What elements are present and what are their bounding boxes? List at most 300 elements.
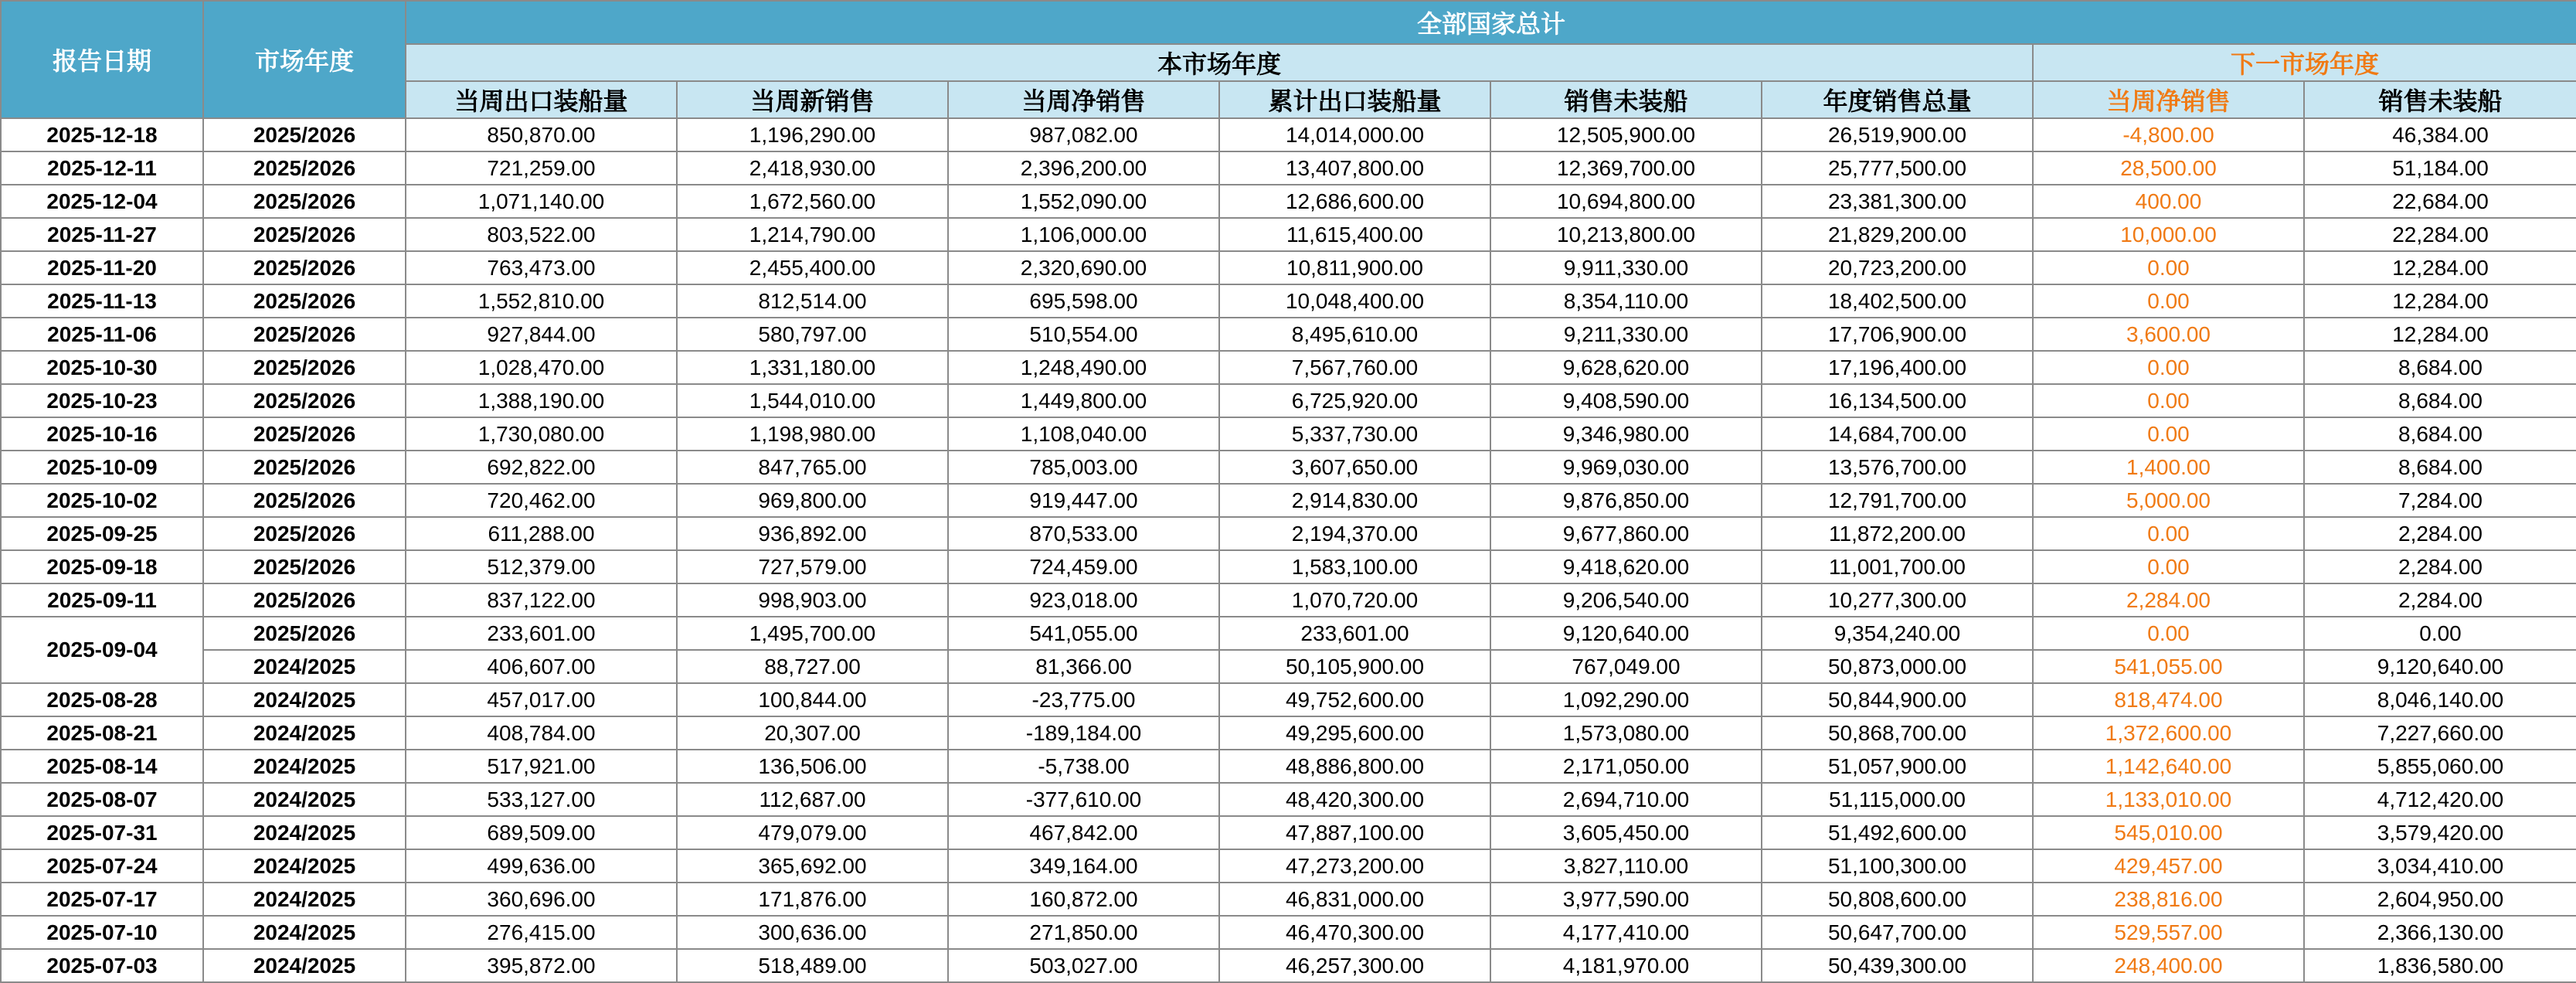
next-weekly-net-sales-cell: 2,284.00 (2033, 583, 2304, 617)
report-date-cell: 2025-07-24 (1, 849, 203, 883)
weekly-net-sales-cell: 349,164.00 (948, 849, 1219, 883)
weekly-net-sales-cell: 541,055.00 (948, 617, 1219, 650)
table-row (1, 716, 2576, 750)
cumulative-export-shipments-cell: 49,295,600.00 (1219, 716, 1490, 750)
annual-total-sales-cell: 51,115,000.00 (1762, 783, 2033, 816)
annual-total-sales-cell: 17,706,900.00 (1762, 318, 2033, 351)
next-outstanding-sales-cell: 2,366,130.00 (2304, 916, 2576, 949)
report-date-cell: 2025-12-18 (1, 118, 203, 151)
table-row (1, 284, 2576, 318)
weekly-net-sales-cell: 1,248,490.00 (948, 351, 1219, 384)
weekly-net-sales-cell: -189,184.00 (948, 716, 1219, 750)
next-outstanding-sales-cell: 2,284.00 (2304, 583, 2576, 617)
market-year-cell: 2024/2025 (203, 650, 406, 683)
outstanding-sales-cell: 9,911,330.00 (1490, 251, 1762, 284)
next-weekly-net-sales-cell: 0.00 (2033, 517, 2304, 550)
outstanding-sales-cell: 4,181,970.00 (1490, 949, 1762, 982)
weekly-net-sales-cell: 724,459.00 (948, 550, 1219, 583)
weekly-net-sales-cell: 81,366.00 (948, 650, 1219, 683)
report-date-cell: 2025-12-11 (1, 151, 203, 185)
report-date-cell: 2025-11-13 (1, 284, 203, 318)
table-row (1, 849, 2576, 883)
report-date-cell: 2025-11-06 (1, 318, 203, 351)
weekly-new-sales-cell: 2,455,400.00 (677, 251, 948, 284)
weekly-export-shipments-cell: 395,872.00 (406, 949, 677, 982)
col-header-weekly-net-sales: 当周净销售 (948, 81, 1219, 118)
outstanding-sales-cell: 9,206,540.00 (1490, 583, 1762, 617)
weekly-new-sales-cell: 171,876.00 (677, 883, 948, 916)
col-header-weekly-new-sales: 当周新销售 (677, 81, 948, 118)
outstanding-sales-cell: 9,211,330.00 (1490, 318, 1762, 351)
cumulative-export-shipments-cell: 49,752,600.00 (1219, 683, 1490, 716)
weekly-new-sales-cell: 847,765.00 (677, 451, 948, 484)
outstanding-sales-cell: 2,171,050.00 (1490, 750, 1762, 783)
annual-total-sales-cell: 50,873,000.00 (1762, 650, 2033, 683)
next-weekly-net-sales-cell: 0.00 (2033, 284, 2304, 318)
annual-total-sales-cell: 21,829,200.00 (1762, 218, 2033, 251)
next-outstanding-sales-cell: 8,684.00 (2304, 351, 2576, 384)
next-outstanding-sales-cell: 12,284.00 (2304, 284, 2576, 318)
next-outstanding-sales-cell: 8,684.00 (2304, 384, 2576, 417)
next-weekly-net-sales-cell: 3,600.00 (2033, 318, 2304, 351)
weekly-new-sales-cell: 1,198,980.00 (677, 417, 948, 451)
outstanding-sales-cell: 9,418,620.00 (1490, 550, 1762, 583)
annual-total-sales-cell: 26,519,900.00 (1762, 118, 2033, 151)
weekly-export-shipments-cell: 517,921.00 (406, 750, 677, 783)
cumulative-export-shipments-cell: 233,601.00 (1219, 617, 1490, 650)
next-weekly-net-sales-cell: 1,372,600.00 (2033, 716, 2304, 750)
weekly-export-shipments-cell: 233,601.00 (406, 617, 677, 650)
outstanding-sales-cell: 8,354,110.00 (1490, 284, 1762, 318)
report-date-cell: 2025-07-03 (1, 949, 203, 982)
weekly-net-sales-cell: 1,106,000.00 (948, 218, 1219, 251)
col-header-next-weekly-net-sales: 当周净销售 (2033, 81, 2304, 118)
table-row (1, 151, 2576, 185)
weekly-export-shipments-cell: 533,127.00 (406, 783, 677, 816)
next-outstanding-sales-cell: 51,184.00 (2304, 151, 2576, 185)
weekly-net-sales-cell: 1,552,090.00 (948, 185, 1219, 218)
annual-total-sales-cell: 23,381,300.00 (1762, 185, 2033, 218)
table-row (1, 949, 2576, 982)
cumulative-export-shipments-cell: 5,337,730.00 (1219, 417, 1490, 451)
weekly-export-shipments-cell: 611,288.00 (406, 517, 677, 550)
cumulative-export-shipments-cell: 12,686,600.00 (1219, 185, 1490, 218)
table-row (1, 417, 2576, 451)
market-year-cell: 2024/2025 (203, 816, 406, 849)
annual-total-sales-cell: 50,439,300.00 (1762, 949, 2033, 982)
table-body (1, 118, 2576, 982)
weekly-export-shipments-cell: 1,552,810.00 (406, 284, 677, 318)
table-row (1, 783, 2576, 816)
weekly-export-shipments-cell: 457,017.00 (406, 683, 677, 716)
report-date-cell: 2025-11-20 (1, 251, 203, 284)
table-row (1, 484, 2576, 517)
next-weekly-net-sales-cell: 0.00 (2033, 550, 2304, 583)
next-outstanding-sales-cell: 7,227,660.00 (2304, 716, 2576, 750)
market-year-cell: 2024/2025 (203, 949, 406, 982)
weekly-net-sales-cell: 1,108,040.00 (948, 417, 1219, 451)
outstanding-sales-cell: 1,092,290.00 (1490, 683, 1762, 716)
annual-total-sales-cell: 18,402,500.00 (1762, 284, 2033, 318)
outstanding-sales-cell: 9,677,860.00 (1490, 517, 1762, 550)
weekly-new-sales-cell: 20,307.00 (677, 716, 948, 750)
table-row (1, 683, 2576, 716)
market-year-cell: 2025/2026 (203, 451, 406, 484)
report-date-cell: 2025-10-16 (1, 417, 203, 451)
outstanding-sales-cell: 9,408,590.00 (1490, 384, 1762, 417)
weekly-new-sales-cell: 136,506.00 (677, 750, 948, 783)
report-date-cell: 2025-09-11 (1, 583, 203, 617)
weekly-new-sales-cell: 1,214,790.00 (677, 218, 948, 251)
market-year-cell: 2024/2025 (203, 783, 406, 816)
annual-total-sales-cell: 9,354,240.00 (1762, 617, 2033, 650)
annual-total-sales-cell: 50,868,700.00 (1762, 716, 2033, 750)
table-row (1, 251, 2576, 284)
table-row (1, 883, 2576, 916)
col-header-annual-total-sales: 年度销售总量 (1762, 81, 2033, 118)
next-outstanding-sales-cell: 12,284.00 (2304, 318, 2576, 351)
outstanding-sales-cell: 9,876,850.00 (1490, 484, 1762, 517)
weekly-net-sales-cell: 271,850.00 (948, 916, 1219, 949)
table-row (1, 617, 2576, 650)
weekly-new-sales-cell: 1,544,010.00 (677, 384, 948, 417)
cumulative-export-shipments-cell: 10,048,400.00 (1219, 284, 1490, 318)
table-row (1, 916, 2576, 949)
next-outstanding-sales-cell: 0.00 (2304, 617, 2576, 650)
weekly-net-sales-cell: 510,554.00 (948, 318, 1219, 351)
outstanding-sales-cell: 9,969,030.00 (1490, 451, 1762, 484)
cumulative-export-shipments-cell: 8,495,610.00 (1219, 318, 1490, 351)
market-year-cell: 2025/2026 (203, 484, 406, 517)
report-date-cell: 2025-08-14 (1, 750, 203, 783)
table-row (1, 384, 2576, 417)
table-row (1, 351, 2576, 384)
cumulative-export-shipments-cell: 46,470,300.00 (1219, 916, 1490, 949)
next-weekly-net-sales-cell: 0.00 (2033, 351, 2304, 384)
outstanding-sales-cell: 10,694,800.00 (1490, 185, 1762, 218)
cumulative-export-shipments-cell: 47,887,100.00 (1219, 816, 1490, 849)
weekly-export-shipments-cell: 406,607.00 (406, 650, 677, 683)
weekly-export-shipments-cell: 721,259.00 (406, 151, 677, 185)
outstanding-sales-cell: 2,694,710.00 (1490, 783, 1762, 816)
next-outstanding-sales-cell: 22,684.00 (2304, 185, 2576, 218)
annual-total-sales-cell: 10,277,300.00 (1762, 583, 2033, 617)
next-outstanding-sales-cell: 8,684.00 (2304, 451, 2576, 484)
report-date-header: 报告日期 (1, 1, 203, 118)
weekly-export-shipments-cell: 408,784.00 (406, 716, 677, 750)
weekly-net-sales-cell: 919,447.00 (948, 484, 1219, 517)
annual-total-sales-cell: 50,808,600.00 (1762, 883, 2033, 916)
report-date-cell: 2025-12-04 (1, 185, 203, 218)
next-weekly-net-sales-cell: 545,010.00 (2033, 816, 2304, 849)
market-year-cell: 2024/2025 (203, 916, 406, 949)
weekly-export-shipments-cell: 276,415.00 (406, 916, 677, 949)
market-year-cell: 2024/2025 (203, 883, 406, 916)
next-weekly-net-sales-cell: 1,400.00 (2033, 451, 2304, 484)
next-outstanding-sales-cell: 46,384.00 (2304, 118, 2576, 151)
annual-total-sales-cell: 50,647,700.00 (1762, 916, 2033, 949)
next-outstanding-sales-cell: 22,284.00 (2304, 218, 2576, 251)
cumulative-export-shipments-cell: 6,725,920.00 (1219, 384, 1490, 417)
report-date-cell: 2025-08-07 (1, 783, 203, 816)
weekly-export-shipments-cell: 1,388,190.00 (406, 384, 677, 417)
table-row (1, 750, 2576, 783)
annual-total-sales-cell: 20,723,200.00 (1762, 251, 2033, 284)
weekly-net-sales-cell: 467,842.00 (948, 816, 1219, 849)
outstanding-sales-cell: 3,827,110.00 (1490, 849, 1762, 883)
weekly-export-shipments-cell: 1,730,080.00 (406, 417, 677, 451)
cumulative-export-shipments-cell: 3,607,650.00 (1219, 451, 1490, 484)
outstanding-sales-cell: 10,213,800.00 (1490, 218, 1762, 251)
weekly-new-sales-cell: 1,495,700.00 (677, 617, 948, 650)
next-weekly-net-sales-cell: 28,500.00 (2033, 151, 2304, 185)
market-year-cell: 2025/2026 (203, 151, 406, 185)
report-date-cell: 2025-08-21 (1, 716, 203, 750)
weekly-new-sales-cell: 1,196,290.00 (677, 118, 948, 151)
annual-total-sales-cell: 16,134,500.00 (1762, 384, 2033, 417)
next-outstanding-sales-cell: 12,284.00 (2304, 251, 2576, 284)
next-weekly-net-sales-cell: 0.00 (2033, 617, 2304, 650)
next-weekly-net-sales-cell: 529,557.00 (2033, 916, 2304, 949)
col-header-cumulative-export-shipments: 累计出口装船量 (1219, 81, 1490, 118)
next-weekly-net-sales-cell: -4,800.00 (2033, 118, 2304, 151)
market-year-cell: 2024/2025 (203, 683, 406, 716)
next-outstanding-sales-cell: 1,836,580.00 (2304, 949, 2576, 982)
weekly-export-shipments-cell: 837,122.00 (406, 583, 677, 617)
report-date-cell: 2025-09-04 (1, 617, 203, 683)
next-weekly-net-sales-cell: 10,000.00 (2033, 218, 2304, 251)
cumulative-export-shipments-cell: 10,811,900.00 (1219, 251, 1490, 284)
market-year-cell: 2025/2026 (203, 251, 406, 284)
weekly-new-sales-cell: 998,903.00 (677, 583, 948, 617)
annual-total-sales-cell: 14,684,700.00 (1762, 417, 2033, 451)
outstanding-sales-cell: 9,628,620.00 (1490, 351, 1762, 384)
weekly-export-shipments-cell: 512,379.00 (406, 550, 677, 583)
report-date-cell: 2025-08-28 (1, 683, 203, 716)
weekly-new-sales-cell: 365,692.00 (677, 849, 948, 883)
weekly-new-sales-cell: 727,579.00 (677, 550, 948, 583)
annual-total-sales-cell: 13,576,700.00 (1762, 451, 2033, 484)
weekly-new-sales-cell: 2,418,930.00 (677, 151, 948, 185)
market-year-cell: 2025/2026 (203, 284, 406, 318)
weekly-net-sales-cell: 785,003.00 (948, 451, 1219, 484)
table-row (1, 816, 2576, 849)
cumulative-export-shipments-cell: 46,257,300.00 (1219, 949, 1490, 982)
market-year-cell: 2024/2025 (203, 716, 406, 750)
weekly-new-sales-cell: 969,800.00 (677, 484, 948, 517)
cumulative-export-shipments-cell: 48,886,800.00 (1219, 750, 1490, 783)
weekly-net-sales-cell: -377,610.00 (948, 783, 1219, 816)
weekly-net-sales-cell: -23,775.00 (948, 683, 1219, 716)
next-outstanding-sales-cell: 3,579,420.00 (2304, 816, 2576, 849)
report-date-cell: 2025-10-30 (1, 351, 203, 384)
outstanding-sales-cell: 4,177,410.00 (1490, 916, 1762, 949)
weekly-net-sales-cell: 870,533.00 (948, 517, 1219, 550)
table-row (1, 650, 2576, 683)
market-year-header: 市场年度 (203, 1, 406, 118)
weekly-net-sales-cell: 503,027.00 (948, 949, 1219, 982)
outstanding-sales-cell: 3,977,590.00 (1490, 883, 1762, 916)
weekly-new-sales-cell: 812,514.00 (677, 284, 948, 318)
weekly-export-shipments-cell: 850,870.00 (406, 118, 677, 151)
next-weekly-net-sales-cell: 818,474.00 (2033, 683, 2304, 716)
next-outstanding-sales-cell: 5,855,060.00 (2304, 750, 2576, 783)
weekly-net-sales-cell: 160,872.00 (948, 883, 1219, 916)
next-weekly-net-sales-cell: 0.00 (2033, 417, 2304, 451)
current-market-year-header: 本市场年度 (406, 44, 2033, 81)
weekly-export-shipments-cell: 499,636.00 (406, 849, 677, 883)
next-weekly-net-sales-cell: 248,400.00 (2033, 949, 2304, 982)
report-date-cell: 2025-07-17 (1, 883, 203, 916)
table-header (1, 1, 2576, 118)
weekly-net-sales-cell: 2,320,690.00 (948, 251, 1219, 284)
market-year-cell: 2024/2025 (203, 849, 406, 883)
weekly-new-sales-cell: 112,687.00 (677, 783, 948, 816)
weekly-export-shipments-cell: 803,522.00 (406, 218, 677, 251)
outstanding-sales-cell: 767,049.00 (1490, 650, 1762, 683)
next-outstanding-sales-cell: 8,684.00 (2304, 417, 2576, 451)
next-outstanding-sales-cell: 2,284.00 (2304, 517, 2576, 550)
market-year-cell: 2025/2026 (203, 318, 406, 351)
next-weekly-net-sales-cell: 0.00 (2033, 384, 2304, 417)
outstanding-sales-cell: 9,346,980.00 (1490, 417, 1762, 451)
next-market-year-header: 下一市场年度 (2033, 44, 2576, 81)
annual-total-sales-cell: 50,844,900.00 (1762, 683, 2033, 716)
annual-total-sales-cell: 11,872,200.00 (1762, 517, 2033, 550)
weekly-new-sales-cell: 580,797.00 (677, 318, 948, 351)
weekly-export-shipments-cell: 689,509.00 (406, 816, 677, 849)
cumulative-export-shipments-cell: 48,420,300.00 (1219, 783, 1490, 816)
next-outstanding-sales-cell: 8,046,140.00 (2304, 683, 2576, 716)
cumulative-export-shipments-cell: 50,105,900.00 (1219, 650, 1490, 683)
table-row (1, 451, 2576, 484)
report-date-cell: 2025-09-25 (1, 517, 203, 550)
market-year-cell: 2024/2025 (203, 750, 406, 783)
next-weekly-net-sales-cell: 5,000.00 (2033, 484, 2304, 517)
report-date-cell: 2025-10-02 (1, 484, 203, 517)
next-outstanding-sales-cell: 2,284.00 (2304, 550, 2576, 583)
cumulative-export-shipments-cell: 2,194,370.00 (1219, 517, 1490, 550)
weekly-net-sales-cell: 987,082.00 (948, 118, 1219, 151)
next-weekly-net-sales-cell: 0.00 (2033, 251, 2304, 284)
weekly-net-sales-cell: 2,396,200.00 (948, 151, 1219, 185)
table-row (1, 583, 2576, 617)
weekly-export-shipments-cell: 927,844.00 (406, 318, 677, 351)
annual-total-sales-cell: 51,057,900.00 (1762, 750, 2033, 783)
cumulative-export-shipments-cell: 7,567,760.00 (1219, 351, 1490, 384)
annual-total-sales-cell: 51,492,600.00 (1762, 816, 2033, 849)
weekly-net-sales-cell: 923,018.00 (948, 583, 1219, 617)
next-weekly-net-sales-cell: 541,055.00 (2033, 650, 2304, 683)
annual-total-sales-cell: 12,791,700.00 (1762, 484, 2033, 517)
report-date-cell: 2025-07-31 (1, 816, 203, 849)
market-year-cell: 2025/2026 (203, 517, 406, 550)
weekly-new-sales-cell: 1,331,180.00 (677, 351, 948, 384)
table-row (1, 318, 2576, 351)
weekly-net-sales-cell: 695,598.00 (948, 284, 1219, 318)
outstanding-sales-cell: 12,505,900.00 (1490, 118, 1762, 151)
market-year-cell: 2025/2026 (203, 550, 406, 583)
weekly-new-sales-cell: 518,489.00 (677, 949, 948, 982)
weekly-export-shipments-cell: 763,473.00 (406, 251, 677, 284)
annual-total-sales-cell: 17,196,400.00 (1762, 351, 2033, 384)
next-outstanding-sales-cell: 4,712,420.00 (2304, 783, 2576, 816)
annual-total-sales-cell: 11,001,700.00 (1762, 550, 2033, 583)
weekly-export-shipments-cell: 360,696.00 (406, 883, 677, 916)
outstanding-sales-cell: 3,605,450.00 (1490, 816, 1762, 849)
report-date-cell: 2025-10-09 (1, 451, 203, 484)
table-row (1, 517, 2576, 550)
weekly-net-sales-cell: -5,738.00 (948, 750, 1219, 783)
report-date-cell: 2025-10-23 (1, 384, 203, 417)
weekly-export-shipments-cell: 1,071,140.00 (406, 185, 677, 218)
weekly-new-sales-cell: 100,844.00 (677, 683, 948, 716)
next-outstanding-sales-cell: 2,604,950.00 (2304, 883, 2576, 916)
cumulative-export-shipments-cell: 47,273,200.00 (1219, 849, 1490, 883)
weekly-new-sales-cell: 479,079.00 (677, 816, 948, 849)
table-row (1, 218, 2576, 251)
next-weekly-net-sales-cell: 238,816.00 (2033, 883, 2304, 916)
market-year-cell: 2025/2026 (203, 417, 406, 451)
table-row (1, 118, 2576, 151)
next-weekly-net-sales-cell: 400.00 (2033, 185, 2304, 218)
report-date-cell: 2025-09-18 (1, 550, 203, 583)
market-year-cell: 2025/2026 (203, 118, 406, 151)
annual-total-sales-cell: 51,100,300.00 (1762, 849, 2033, 883)
next-weekly-net-sales-cell: 1,142,640.00 (2033, 750, 2304, 783)
cumulative-export-shipments-cell: 46,831,000.00 (1219, 883, 1490, 916)
outstanding-sales-cell: 1,573,080.00 (1490, 716, 1762, 750)
cumulative-export-shipments-cell: 11,615,400.00 (1219, 218, 1490, 251)
weekly-export-shipments-cell: 1,028,470.00 (406, 351, 677, 384)
report-date-cell: 2025-11-27 (1, 218, 203, 251)
next-outstanding-sales-cell: 7,284.00 (2304, 484, 2576, 517)
weekly-export-shipments-cell: 720,462.00 (406, 484, 677, 517)
table-row (1, 185, 2576, 218)
weekly-export-shipments-cell: 692,822.00 (406, 451, 677, 484)
market-year-cell: 2025/2026 (203, 185, 406, 218)
market-year-cell: 2025/2026 (203, 583, 406, 617)
market-year-cell: 2025/2026 (203, 218, 406, 251)
all-countries-total-header: 全部国家总计 (406, 1, 2576, 44)
cumulative-export-shipments-cell: 1,583,100.00 (1219, 550, 1490, 583)
table-row (1, 550, 2576, 583)
market-year-cell: 2025/2026 (203, 617, 406, 650)
next-weekly-net-sales-cell: 1,133,010.00 (2033, 783, 2304, 816)
market-year-cell: 2025/2026 (203, 351, 406, 384)
next-outstanding-sales-cell: 9,120,640.00 (2304, 650, 2576, 683)
annual-total-sales-cell: 25,777,500.00 (1762, 151, 2033, 185)
cumulative-export-shipments-cell: 14,014,000.00 (1219, 118, 1490, 151)
outstanding-sales-cell: 12,369,700.00 (1490, 151, 1762, 185)
col-header-outstanding-sales: 销售未装船 (1490, 81, 1762, 118)
cumulative-export-shipments-cell: 13,407,800.00 (1219, 151, 1490, 185)
weekly-net-sales-cell: 1,449,800.00 (948, 384, 1219, 417)
weekly-new-sales-cell: 936,892.00 (677, 517, 948, 550)
cumulative-export-shipments-cell: 2,914,830.00 (1219, 484, 1490, 517)
cumulative-export-shipments-cell: 1,070,720.00 (1219, 583, 1490, 617)
weekly-new-sales-cell: 300,636.00 (677, 916, 948, 949)
market-year-cell: 2025/2026 (203, 384, 406, 417)
report-date-cell: 2025-07-10 (1, 916, 203, 949)
outstanding-sales-cell: 9,120,640.00 (1490, 617, 1762, 650)
next-outstanding-sales-cell: 3,034,410.00 (2304, 849, 2576, 883)
next-weekly-net-sales-cell: 429,457.00 (2033, 849, 2304, 883)
weekly-new-sales-cell: 88,727.00 (677, 650, 948, 683)
col-header-weekly-export-shipments: 当周出口装船量 (406, 81, 677, 118)
col-header-next-outstanding-sales: 销售未装船 (2304, 81, 2576, 118)
weekly-new-sales-cell: 1,672,560.00 (677, 185, 948, 218)
